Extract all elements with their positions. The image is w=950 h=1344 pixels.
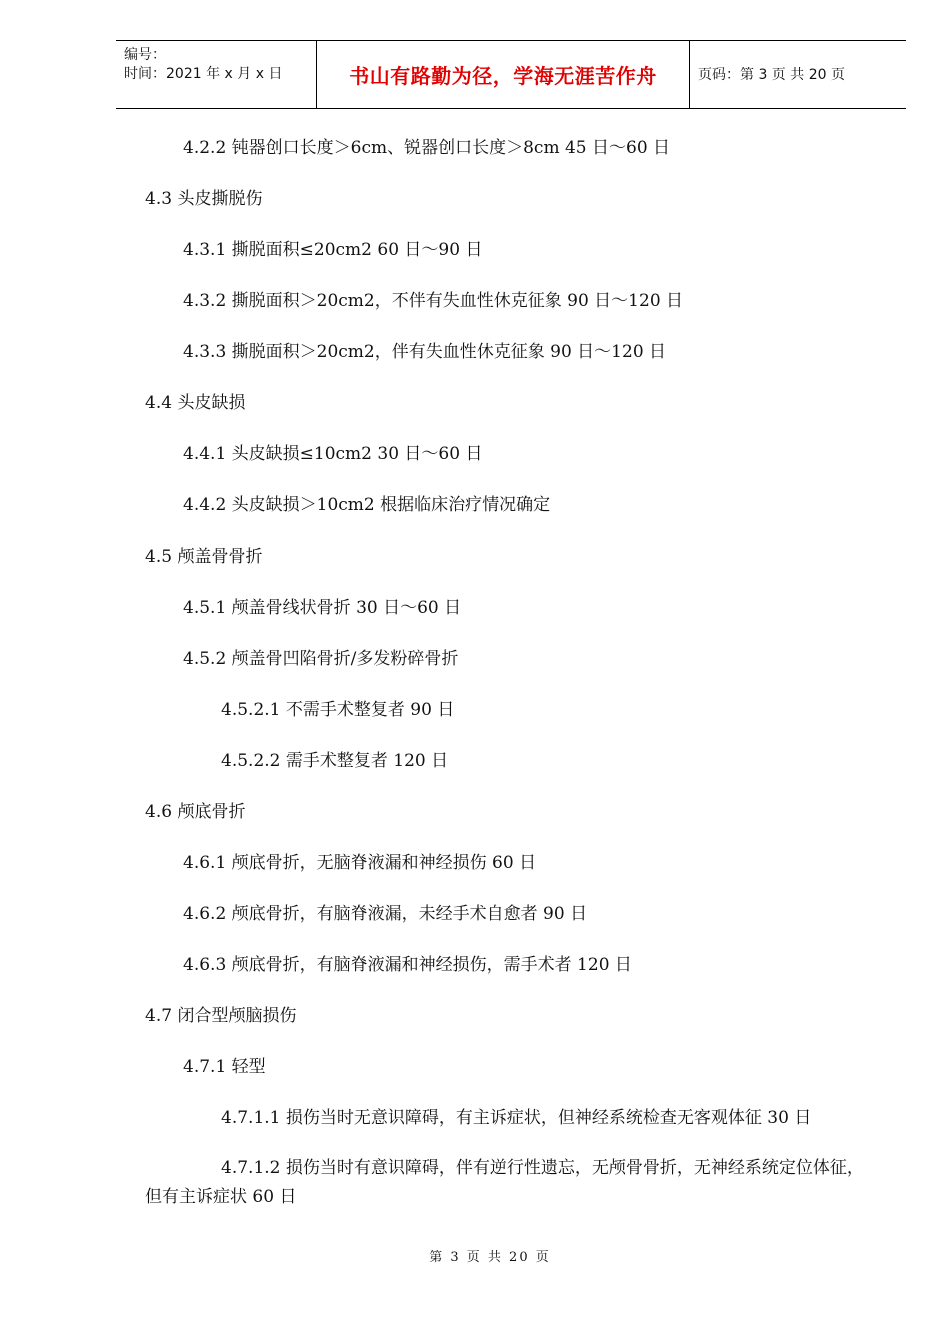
section-4-5: 4.5 颅盖骨骨折 [145,547,263,567]
item-4-7-1: 4.7.1 轻型 [183,1057,266,1077]
header-meta [116,41,316,108]
item-4-5-2-1: 4.5.2.1 不需手术整复者 90 日 [221,700,455,720]
header-id-label: 编号： [124,47,166,63]
section-4-3: 4.3 头皮撕脱伤 [145,189,263,209]
item-4-7-1-1: 4.7.1.1 损伤当时无意识障碍，有主诉症状，但神经系统检查无客观体征 30 日 [221,1108,812,1128]
item-4-3-2: 4.3.2 撕脱面积＞20cm2，不伴有失血性休克征象 90 日～120 日 [183,291,684,311]
item-4-3-3: 4.3.3 撕脱面积＞20cm2，伴有失血性休克征象 90 日～120 日 [183,342,667,362]
item-4-5-1: 4.5.1 颅盖骨线状骨折 30 日～60 日 [183,598,462,618]
item-4-5-2-2: 4.5.2.2 需手术整复者 120 日 [221,751,449,771]
item-4-3-1: 4.3.1 撕脱面积≤20cm2 60 日～90 日 [183,240,483,260]
item-4-5-2: 4.5.2 颅盖骨凹陷骨折/多发粉碎骨折 [183,649,459,669]
item-4-4-2: 4.4.2 头皮缺损＞10cm2 根据临床治疗情况确定 [183,495,551,515]
section-4-6: 4.6 颅底骨折 [145,802,246,822]
item-4-6-1: 4.6.1 颅底骨折，无脑脊液漏和神经损伤 60 日 [183,853,537,873]
item-4-6-3: 4.6.3 颅底骨折，有脑脊液漏和神经损伤，需手术者 120 日 [183,955,632,975]
item-4-6-2: 4.6.2 颅底骨折，有脑脊液漏，未经手术自愈者 90 日 [183,904,588,924]
header-motto-cell [316,41,690,108]
section-4-7: 4.7 闭合型颅脑损伤 [145,1006,297,1026]
item-4-4-1: 4.4.1 头皮缺损≤10cm2 30 日～60 日 [183,444,483,464]
header-page-label: 页码：第 3 页 共 20 页 [698,67,845,83]
item-4-7-1-2: 4.7.1.2 损伤当时有意识障碍，伴有逆行性遗忘，无颅骨骨折，无神经系统定位体征，但有主诉症状 60 日 [145,1158,864,1207]
section-4-4: 4.4 头皮缺损 [145,393,246,413]
header-motto: 书山有路勤为径，学海无涯苦作舟 [349,64,657,88]
page-header [116,40,906,109]
item-4-2-2: 4.2.2 钝器创口长度＞6cm、锐器创口长度＞8cm 45 日～60 日 [183,138,671,158]
page-footer: 第 3 页 共 20 页 [429,1250,551,1265]
header-time-label: 时间：2021 年 x 月 x 日 [124,66,283,82]
